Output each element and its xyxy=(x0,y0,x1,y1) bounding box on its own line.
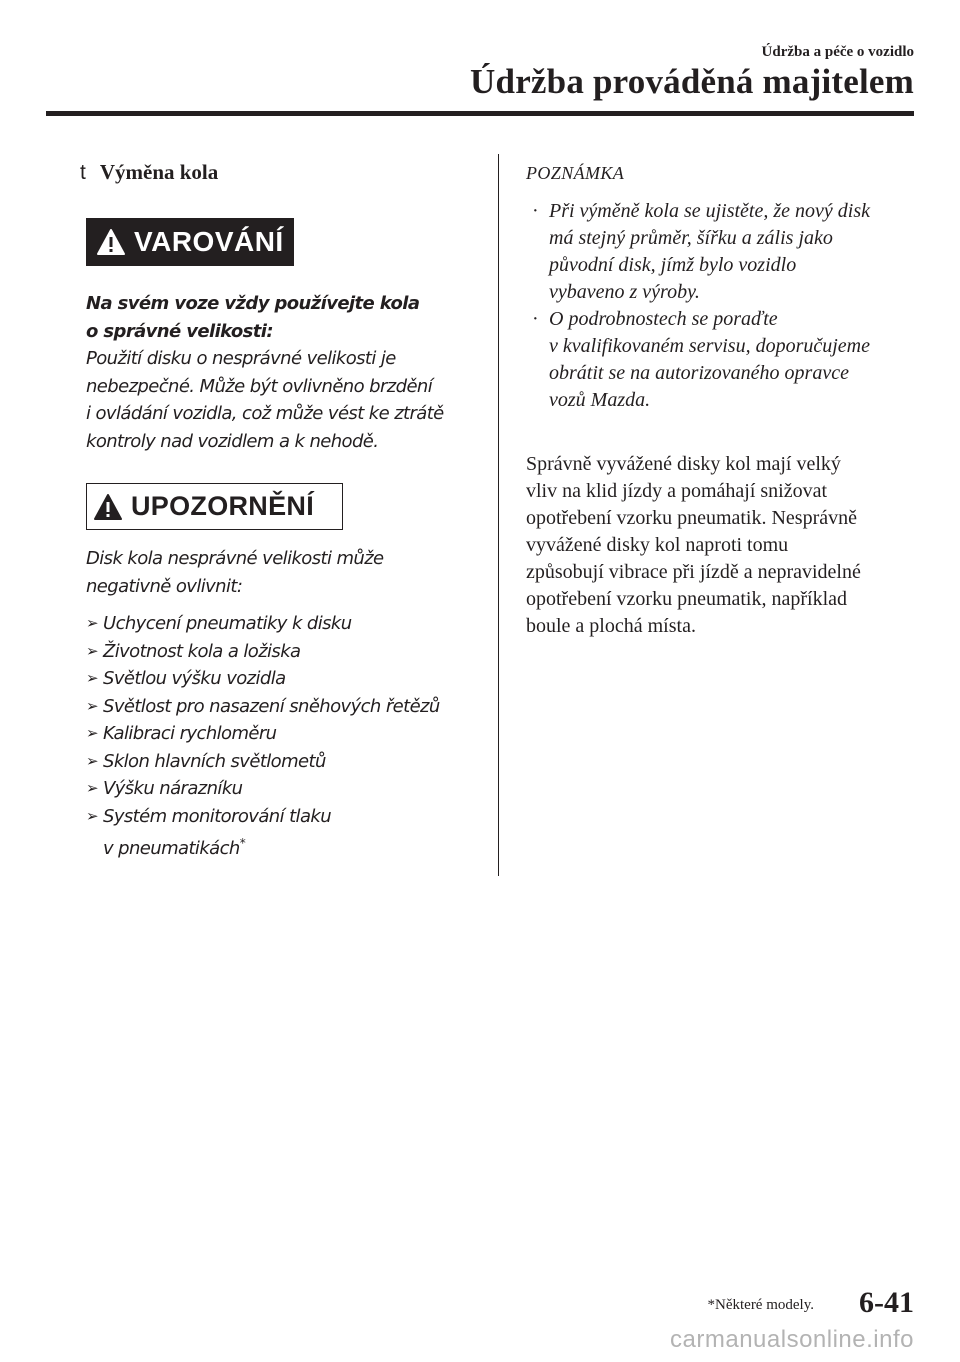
arrow-bullet-icon: ➢ xyxy=(86,751,98,770)
warning-bold-line: Na svém voze vždy používejte kola xyxy=(86,293,420,314)
note-line: Při výměně kola se ujistěte, že nový disk xyxy=(549,200,870,222)
note-line: vozů Mazda. xyxy=(549,389,651,411)
body-line: vliv na klid jízdy a pomáhají snižovat xyxy=(526,480,828,502)
arrow-bullet-icon: ➢ xyxy=(86,806,98,825)
note-line: vybaveno z výroby. xyxy=(549,281,700,303)
warning-box xyxy=(86,218,294,266)
arrow-bullet-icon: ➢ xyxy=(86,669,98,687)
dot-bullet-icon: · xyxy=(532,308,539,330)
list-item-text: Kalibraci rychloměru xyxy=(103,723,277,744)
body-line: opotřebení vzorku pneumatik, například xyxy=(526,588,848,610)
list-item xyxy=(86,665,486,693)
section-heading xyxy=(80,160,218,185)
arrow-bullet-icon: ➢ xyxy=(86,724,98,742)
note-line: v kvalifikovaném servisu, doporučujeme xyxy=(549,335,871,357)
body-line: Správně vyvážené disky kol mají velký xyxy=(526,453,841,475)
note-list xyxy=(532,198,922,414)
body-paragraph xyxy=(526,451,926,640)
body-line: způsobují vibrace při jízdě a nepravidelné xyxy=(526,561,861,583)
body-line: vyvážené disky kol naproti tomu xyxy=(526,534,789,556)
list-item-text: Výšku nárazníku xyxy=(103,778,243,799)
body-line: boule a plochá místa. xyxy=(526,615,696,637)
dot-bullet-icon: · xyxy=(532,200,539,222)
watermark: carmanualsonline.info xyxy=(670,1326,914,1353)
note-heading: POZNÁMKA xyxy=(526,163,625,183)
list-item xyxy=(86,748,486,776)
list-item-text: v pneumatikách xyxy=(103,838,240,859)
caution-intro xyxy=(86,545,486,600)
list-item xyxy=(86,610,486,638)
warning-text xyxy=(86,290,486,455)
list-item-text: Světlou výšku vozidla xyxy=(103,668,286,689)
heading-text: Výměna kola xyxy=(99,160,219,184)
list-item xyxy=(86,720,486,748)
warning-bold-line: o správné velikosti: xyxy=(86,320,273,342)
caution-triangle-icon xyxy=(93,493,123,521)
note-item xyxy=(532,306,922,414)
arrow-bullet-icon: ➢ xyxy=(86,641,98,660)
column-divider xyxy=(498,154,499,876)
note-line: O podrobnostech se poraďte xyxy=(549,308,778,330)
page-number: 6-41 xyxy=(859,1286,914,1319)
arrow-bullet-icon: ➢ xyxy=(86,779,98,797)
footnote-marker: * xyxy=(239,836,246,850)
list-item xyxy=(86,693,486,721)
heading-marker: t xyxy=(80,161,86,184)
caution-box xyxy=(86,483,343,530)
caution-label: UPOZORNĚNÍ xyxy=(131,491,315,521)
caution-intro-line: Disk kola nesprávné velikosti může xyxy=(86,548,384,569)
body-line: opotřebení vzorku pneumatik. Nesprávně xyxy=(526,507,858,529)
note-line: původní disk, jímž bylo vozidlo xyxy=(549,254,797,276)
list-item-text: Sklon hlavních světlometů xyxy=(103,750,326,772)
note-item xyxy=(532,198,922,306)
footnote: *Některé modely. xyxy=(707,1297,814,1313)
header-rule xyxy=(46,111,914,116)
warning-line: nebezpečné. Může být ovlivněno brzdění xyxy=(86,375,433,397)
warning-line: Použití disku o nesprávné velikosti je xyxy=(86,348,396,369)
list-item-text: Systém monitorování tlaku xyxy=(103,805,332,827)
caution-intro-line: negativně ovlivnit: xyxy=(86,575,243,597)
note-line: obrátit se na autorizovaného opravce xyxy=(549,362,849,384)
arrow-bullet-icon: ➢ xyxy=(86,696,98,715)
arrow-bullet-icon: ➢ xyxy=(86,614,98,632)
warning-line: i ovládání vozidla, což může vést ke ztrátě xyxy=(86,403,444,424)
list-item xyxy=(86,638,486,666)
note-line: má stejný průměr, šířku a zális jako xyxy=(549,227,833,249)
list-item-text: Světlost pro nasazení sněhových řetězů xyxy=(103,695,440,717)
list-item-text: Životnost kola a ložiska xyxy=(103,640,301,662)
page-title: Údržba prováděná majitelem xyxy=(470,62,914,101)
warning-label: VAROVÁNÍ xyxy=(134,226,284,257)
warning-triangle-icon xyxy=(96,228,126,256)
header-section-label: Údržba a péče o vozidlo xyxy=(761,44,914,60)
list-item xyxy=(86,803,486,858)
list-item-text: Uchycení pneumatiky k disku xyxy=(103,613,352,634)
warning-line: kontroly nad vozidlem a k nehodě. xyxy=(86,430,379,452)
list-item xyxy=(86,775,486,803)
caution-list xyxy=(86,610,486,858)
